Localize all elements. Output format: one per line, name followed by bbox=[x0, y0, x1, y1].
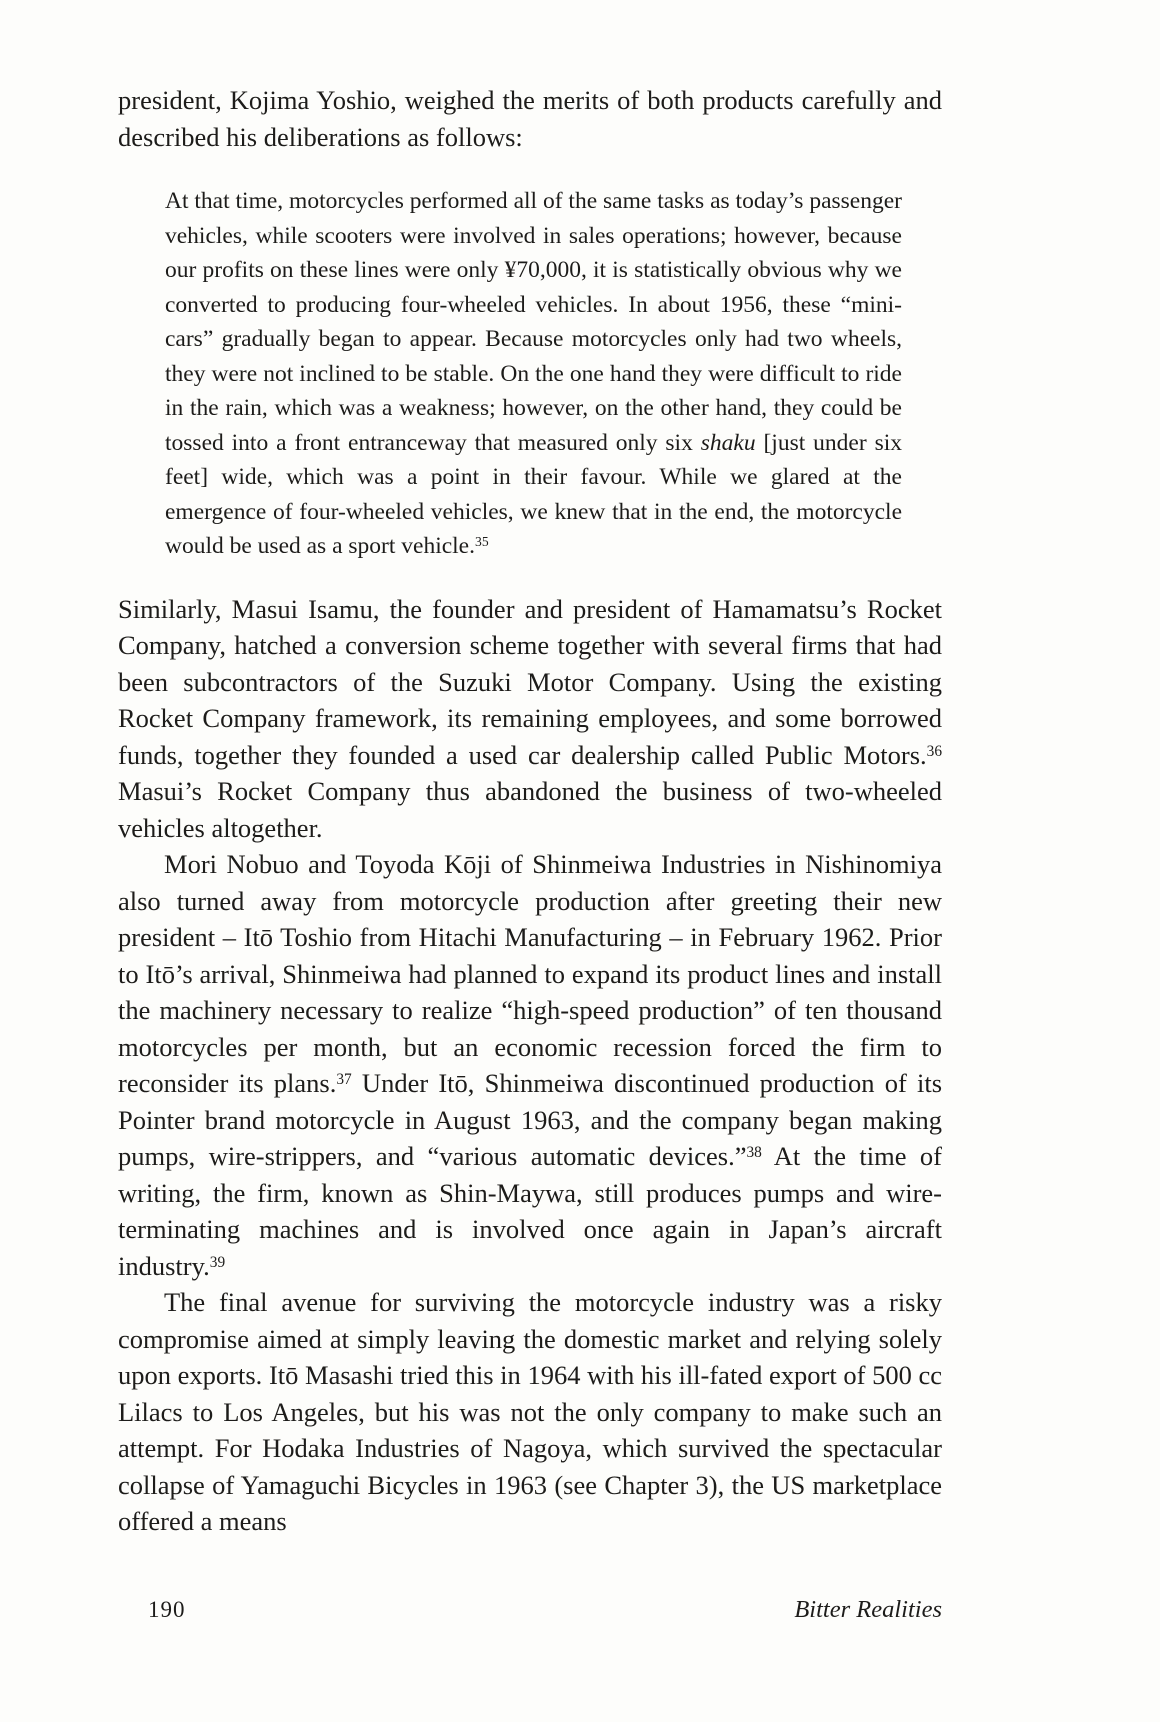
page-number: 190 bbox=[148, 1597, 186, 1622]
body-paragraph: Mori Nobuo and Toyoda Kōji of Shinmeiwa Industries in Nishinomiya also turned away from motorcycle production after greeting their new president – Itō Toshio from Hitachi Manufacturing – in February 1962. Prior to Itō’s arrival, Shinmeiwa had planned to expand its product lines and install the machinery necessary to realize “high-speed production” of ten thousand motorcycles per month, but an economic recession forced the firm to reconsider its plans.$^{37}$ Under Itō, Shinmeiwa discontinued production of its Pointer brand motorcycle in August 1963, and the company began making pumps, wire-strippers, and “various automatic devices.”$^{38}$ At the time of writing, the firm, known as Shin-Maywa, still produces pumps and wire-terminating machines and is involved once again in Japan’s aircraft industry.$^{39}$ bbox=[118, 849, 943, 1281]
body-paragraph: The final avenue for surviving the motorcycle industry was a risky compromise aimed at simply leaving the domestic market and relying solely upon exports. Itō Masashi tried this in 1964 with his ill-fated export of 500 cc Lilacs to Los Angeles, but his was not the only company to make such an attempt. For Hodaka Industries of Nagoya, which survived the spectacular collapse of Yamaguchi Bicycles in 1963 (see Chapter 3), the US marketplace offered a means bbox=[118, 1287, 942, 1536]
body-paragraph: Similarly, Masui Isamu, the founder and president of Hamamatsu’s Rocket Company, hatched a conversion scheme together with several firms that had been subcontractors of the Suzuki Motor Company. Using the existing Rocket Company framework, its remaining employees, and some borrowed funds, together they founded a used car dealership called Public Motors.$^{36}$ Masui’s Rocket Company thus abandoned the business of two-wheeled vehicles altogether. bbox=[118, 593, 942, 843]
block-quote: At that time, motorcycles performed all of the same tasks as today’s passenger vehicles, while scooters were involved in sales operations; however, because our profits on these lines were only ¥70,000, it is statistically obvious why we converted to producing four-wheeled vehicles. In about 1956, these “mini-cars” gradually began to appear. Because motorcycles only had two wheels, they were not inclined to be stable. On the one hand they were difficult to ride in the rain, which was a weakness; however, on the other hand, they could be tossed into a front entranceway that measured only six shaku [just under six feet] wide, which was a point in their favour. While we glared at the emergence of four-wheeled vehicles, we knew that in the end, the motorcycle would be used as a sport vehicle.$^{35}$ bbox=[165, 188, 902, 559]
opening-paragraph: president, Kojima Yoshio, weighed the merits of both products carefully and described his deliberations as follows: bbox=[118, 85, 942, 152]
body-paragraphs bbox=[118, 591, 942, 1540]
page-footer bbox=[148, 1596, 942, 1624]
text-column bbox=[118, 82, 942, 1540]
running-head: Bitter Realities bbox=[794, 1596, 942, 1623]
